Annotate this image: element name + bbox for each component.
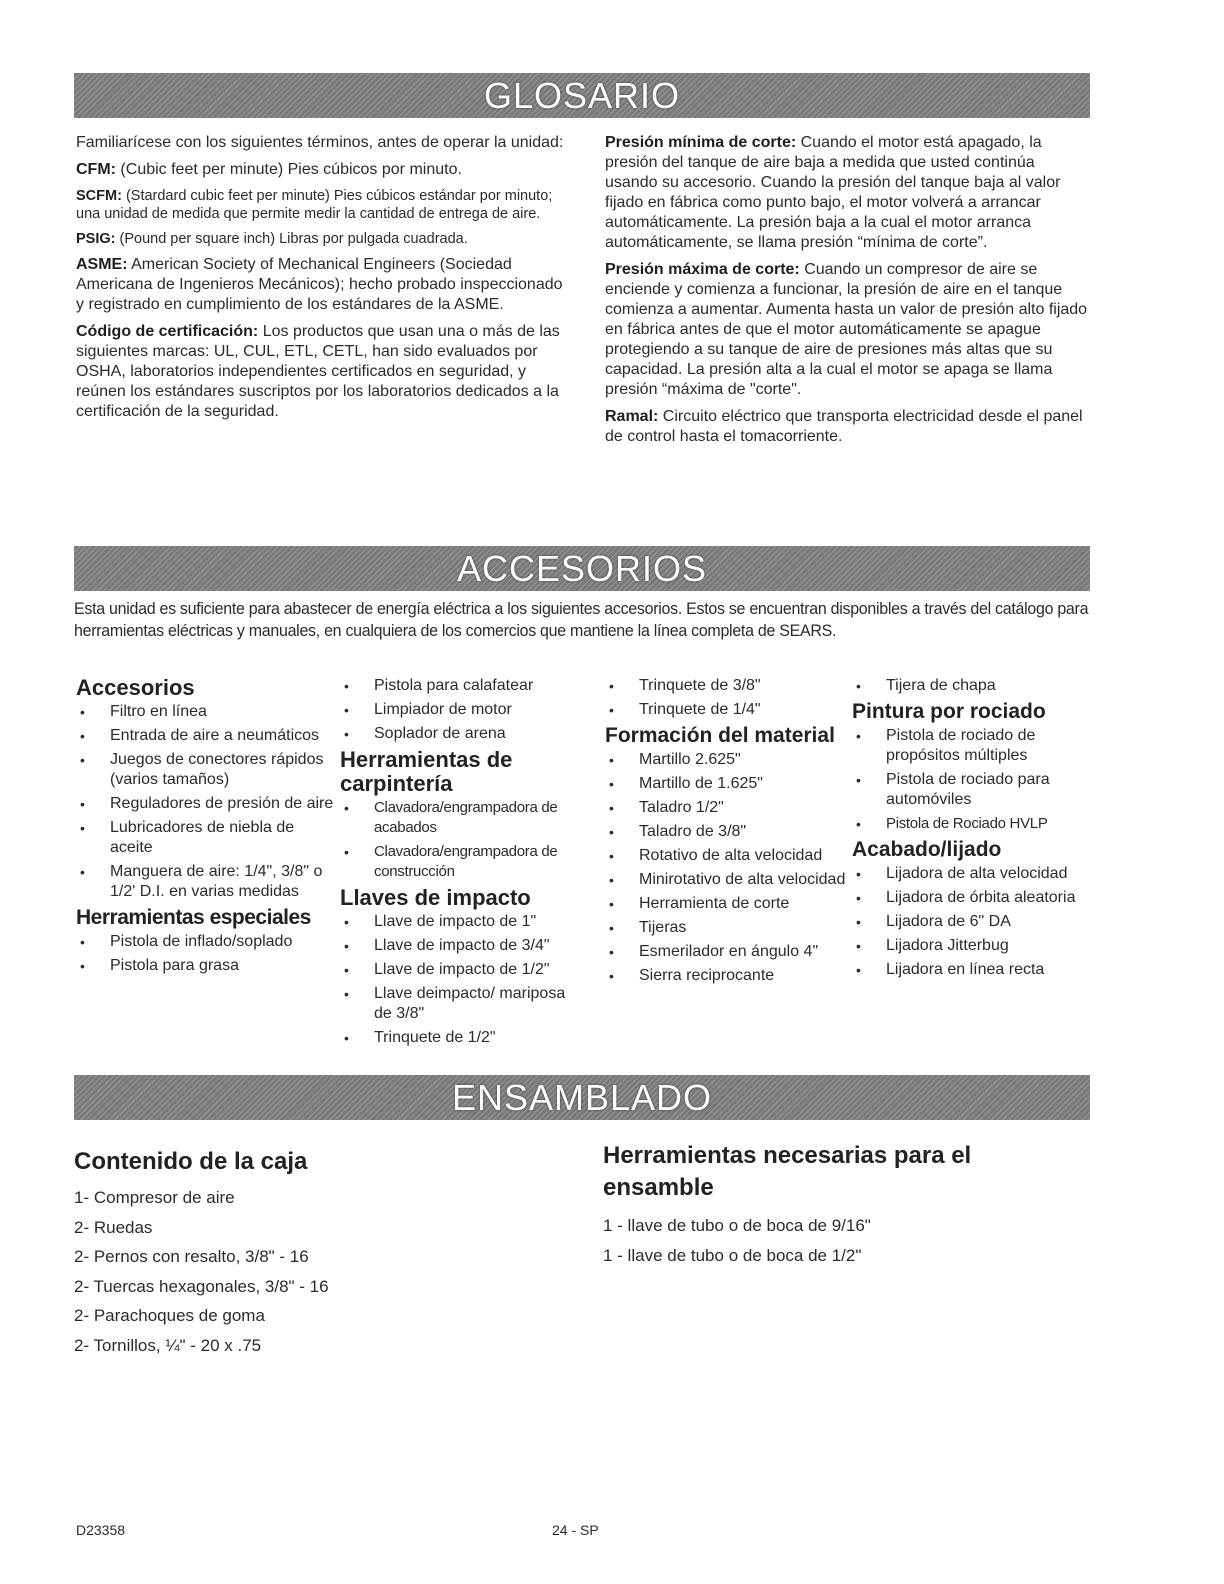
list-item: • Trinquete de 1/2" [340,1028,585,1048]
term-cfm: CFM: (Cubic feet per minute) Pies cúbicos por minuto. [76,161,462,178]
list-item: • Lijadora de órbita aleatoria [852,888,1090,908]
list-item: 1 - llave de tubo o de boca de 9/16" [603,1216,871,1235]
accesorios-column-4 [852,676,1090,984]
accesorios-column-1 [76,676,338,980]
list-item: • Lijadora en línea recta [852,960,1090,980]
list-item: 2- Ruedas [74,1217,153,1237]
list-item: • Pistola de rociado para automóviles [852,770,1090,810]
glosario-intro: Familiarícese con los siguientes términos, antes de operar la unidad: [76,134,564,151]
accesorios-intro: Esta unidad es suficiente para abastecer de energía eléctrica a los siguientes accesorios. Estos se encuentran disponibles a través del catálogo para herramientas eléctricas y manuales, en cualquiera de los comercios que mantiene la línea completa de SEARS. [74,599,1089,640]
list-item: • Martillo 2.625" [605,750,850,770]
term-ramal: Ramal: Circuito eléctrico que transporta electricidad desde el panel de control hasta el tomacorriente. [605,408,1083,445]
list-item: • Llave de impacto de 1" [340,912,585,932]
list-item: • Pistola de Rociado HVLP [852,814,1090,834]
heading-pintura-rociado: Pintura por rociado [852,700,1046,723]
accesorios-column-2 [340,676,585,1052]
list-item: • Filtro en línea [76,702,338,722]
herramientas-necesarias-section [603,1140,1073,1275]
accesorios-column-3 [605,676,850,990]
list-item: • Sierra reciprocante [605,966,850,986]
list-item: • Entrada de aire a neumáticos [76,726,338,746]
list-item: • Clavadora/engrampadora de construcción [340,842,585,882]
list-item: • Lubricadores de niebla de aceite [76,818,338,858]
term-psig: PSIG: (Pound per square inch) Libras por pulgada cuadrada. [76,231,468,247]
list-item: • Tijeras [605,918,850,938]
term-codigo-certificacion: Código de certificación: Los productos que usan una o más de las siguientes marcas: UL, CUL, ETL, CETL, han sido evaluados por OSHA, laboratorios independientes certificados en seguridad, y reúnen los estándares suscriptos por los laboratorios dedicados a la certificación de la seguridad. [76,323,560,420]
contenido-caja-section [74,1146,554,1365]
herramientas-necesarias-title: Herramientas necesarias para el ensamble [603,1142,972,1201]
heading-formacion-material: Formación del material [605,724,835,747]
list-item: • Pistola de inflado/soplado [76,932,338,952]
list-item: • Trinquete de 1/4" [605,700,850,720]
accesorios-banner [74,546,1090,591]
term-scfm: SCFM: (Stardard cubic feet per minute) Pies cúbicos estándar por minuto; una unidad de medida que permite medir la cantidad de entrega de aire. [76,188,553,222]
glosario-banner [74,73,1090,118]
list-item: • Taladro 1/2" [605,798,850,818]
list-item: • Lijadora de alta velocidad [852,864,1090,884]
term-presion-minima: Presión mínima de corte: Cuando el motor está apagado, la presión del tanque de aire baja a medida que usted continúa usando su accesorio. Cuando la presión del tanque baja al valor fijado en fábrica como punto bajo, el motor volverá a arrancar automáticamente. La presión baja a la cual el motor arranca automáticamente, se llama presión “mínima de corte”. [605,134,1061,251]
list-item: 1 - llave de tubo o de boca de 1/2" [603,1245,862,1265]
ensamblado-banner [74,1075,1090,1120]
list-item: • Reguladores de presión de aire [76,794,338,814]
list-item: • Pistola de rociado de propósitos múltiples [852,726,1090,766]
list-item: • Llave de impacto de 3/4" [340,936,585,956]
list-item: • Juegos de conectores rápidos (varios tamaños) [76,750,338,790]
list-item: • Minirotativo de alta velocidad [605,870,850,890]
glosario-left-column [76,133,566,429]
list-item: • Tijera de chapa [852,676,1090,696]
list-item: • Lijadora de 6" DA [852,912,1090,932]
list-item: • Limpiador de motor [340,700,585,720]
list-item: 1- Compresor de aire [74,1188,235,1207]
list-item: • Taladro de 3/8" [605,822,850,842]
list-item: • Herramienta de corte [605,894,850,914]
list-item: 2- Parachoques de goma [74,1306,265,1325]
accesorios-title: ACCESORIOS [456,547,708,589]
list-item: • Rotativo de alta velocidad [605,846,850,866]
page-number: 24 - SP [552,1522,599,1538]
list-item: 2- Tuercas hexagonales, 3/8" - 16 [74,1276,329,1296]
list-item: • Martillo de 1.625" [605,774,850,794]
list-item: • Pistola para calafatear [340,676,585,696]
heading-herramientas-carpinteria: Herramientas de carpintería [340,747,513,796]
term-presion-maxima: Presión máxima de corte: Cuando un compresor de aire se enciende y comienza a funcionar, la presión de aire en el tanque comienza a aumentar. Aumenta hasta un valor de presión alto fijado en fábrica antes de que el motor automáticamente se apague protegiendo a su tanque de aire de presiones más altas que su capacidad. La presión alta a la cual el motor se apaga se llama presión “máxima de "corte". [605,261,1088,398]
heading-acabado-lijado: Acabado/lijado [852,838,1002,861]
list-item: • Manguera de aire: 1/4", 3/8" o 1/2' D.I. en varias medidas [76,862,338,902]
contenido-caja-title: Contenido de la caja [74,1148,308,1175]
heading-llaves-impacto: Llaves de impacto [340,885,531,910]
glosario-right-column [605,133,1090,454]
list-item: • Llave de impacto de 1/2" [340,960,585,980]
list-item: • Soplador de arena [340,724,585,744]
ensamblado-title: ENSAMBLADO [451,1076,713,1118]
list-item: • Llave deimpacto/ mariposa de 3/8" [340,984,585,1024]
list-item: • Lijadora Jitterbug [852,936,1090,956]
document-id: D23358 [76,1522,126,1538]
heading-herramientas-especiales: Herramientas especiales [76,906,311,929]
list-item: • Clavadora/engrampadora de acabados [340,798,585,838]
term-asme: ASME: American Society of Mechanical Engineers (Sociedad Americana de Ingenieros Mecánicos); hecho probado inspeccionado y registrado en cumplimiento de los estándares de la ASME. [76,256,563,313]
list-item: • Pistola para grasa [76,956,338,976]
glosario-title: GLOSARIO [483,74,681,116]
list-item: • Trinquete de 3/8" [605,676,850,696]
list-item: 2- Tornillos, ¼" - 20 x .75 [74,1335,262,1355]
list-item: 2- Pernos con resalto, 3/8" - 16 [74,1247,309,1266]
heading-accesorios: Accesorios [76,675,195,700]
list-item: • Esmerilador en ángulo 4" [605,942,850,962]
